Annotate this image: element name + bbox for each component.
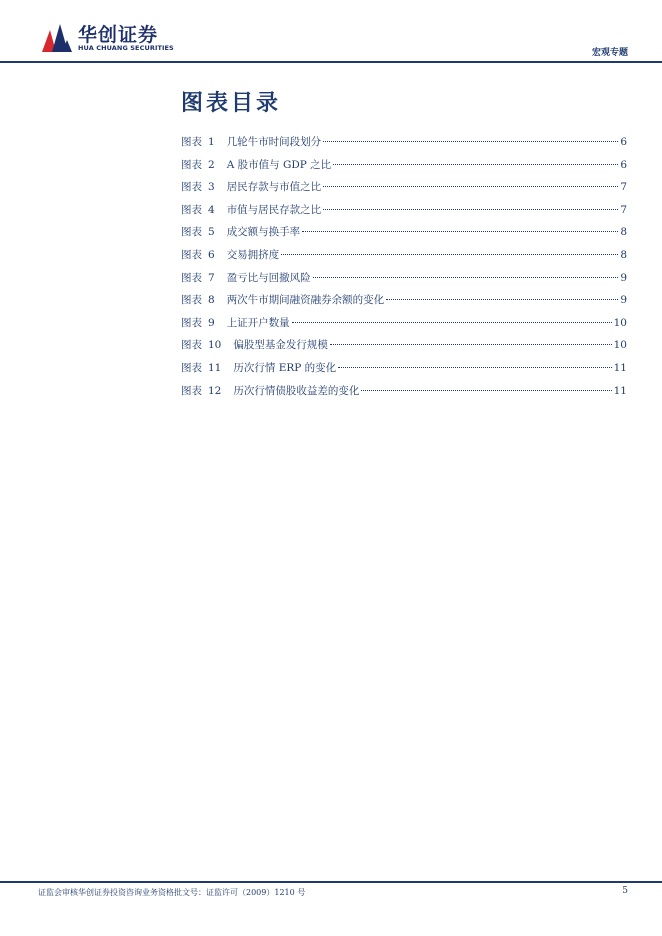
toc-entry-number: 4 [208, 203, 215, 216]
toc-entry-page: 7 [620, 181, 627, 194]
toc-entry-label: 图表 [181, 294, 202, 307]
toc-entry-label: 图表 [181, 361, 202, 374]
toc-entry-title: 两次牛市期间融资融券余额的变化 [226, 294, 385, 307]
toc-entry-page: 11 [613, 361, 627, 374]
toc-entry-number: 11 [208, 361, 222, 374]
toc-dot-leader [338, 367, 611, 368]
toc-entry[interactable] [181, 134, 627, 157]
toc-entry-number: 7 [208, 271, 215, 284]
toc-entry-title: 历次行情 ERP 的变化 [233, 361, 337, 374]
toc-entry-label: 图表 [181, 136, 202, 148]
toc-entry[interactable] [181, 315, 627, 338]
toc-dot-leader [292, 322, 612, 323]
toc-entry[interactable] [181, 202, 627, 225]
toc-entry-label: 图表 [181, 339, 202, 352]
toc-entry-number: 6 [208, 248, 215, 261]
header-divider [0, 61, 662, 63]
toc-title: 图表目录 [181, 90, 282, 116]
toc-entry-label: 图表 [181, 226, 202, 239]
toc-dot-leader [281, 254, 618, 255]
toc-entry[interactable] [181, 383, 627, 406]
toc-entry-label: 图表 [181, 181, 202, 194]
toc-entry-number: 5 [208, 226, 215, 239]
toc-entry[interactable] [181, 157, 627, 180]
toc-entry-number: 8 [208, 294, 215, 307]
toc-entry-number: 1 [208, 136, 215, 148]
toc-entry[interactable] [181, 247, 627, 270]
toc-dot-leader [386, 299, 618, 300]
toc-entry-label: 图表 [181, 271, 202, 284]
toc-dot-leader [361, 390, 611, 391]
toc-entry-number: 3 [208, 181, 215, 194]
footer-divider [0, 881, 662, 883]
toc-dot-leader [302, 231, 618, 232]
toc-entry-page: 7 [620, 203, 627, 216]
toc-entry-title: 几轮牛市时间段划分 [226, 136, 322, 148]
toc-entry-label: 图表 [181, 248, 202, 261]
toc-entry-label: 图表 [181, 203, 202, 216]
toc-entry-page: 10 [613, 339, 627, 352]
toc-entry-title: 成交额与换手率 [226, 226, 301, 239]
toc-dot-leader [323, 141, 618, 142]
footer-license-text: 证监会审核华创证券投资咨询业务资格批文号：证监许可（2009）1210 号 [38, 888, 306, 897]
toc-entry-title: 交易拥挤度 [226, 248, 280, 261]
toc-entry-page: 8 [620, 248, 627, 261]
toc-entry-number: 2 [208, 158, 215, 171]
toc-entry-title: A 股市值与 GDP 之比 [226, 158, 332, 171]
toc-dot-leader [323, 186, 618, 187]
toc-entry-page: 11 [613, 384, 627, 397]
toc-entry-page: 9 [620, 271, 627, 284]
toc-entry[interactable] [181, 224, 627, 247]
toc-entry-title: 市值与居民存款之比 [226, 203, 322, 216]
toc-entry-page: 10 [613, 316, 627, 329]
logo-english-name: HUA CHUANG SECURITIES [78, 44, 174, 52]
toc-entry-number: 12 [208, 384, 222, 397]
toc-entry[interactable] [181, 270, 627, 293]
toc-entry-label: 图表 [181, 316, 202, 329]
toc-entry[interactable] [181, 337, 627, 360]
toc-entry-page: 8 [620, 226, 627, 239]
toc-dot-leader [323, 209, 618, 210]
toc-entry-number: 10 [208, 339, 222, 352]
section-tag: 宏观专题 [591, 48, 628, 58]
toc-list [181, 134, 627, 405]
toc-dot-leader [333, 164, 618, 165]
toc-entry-number: 9 [208, 316, 215, 329]
toc-entry[interactable] [181, 292, 627, 315]
toc-entry-title: 历次行情债股收益差的变化 [233, 384, 360, 397]
toc-entry[interactable] [181, 179, 627, 202]
toc-entry-label: 图表 [181, 158, 202, 171]
toc-dot-leader [313, 277, 619, 278]
huachuang-logo-icon [40, 22, 74, 54]
logo-chinese-name: 华创证券 [78, 24, 159, 46]
toc-entry-title: 盈亏比与回撤风险 [226, 271, 311, 284]
toc-entry[interactable] [181, 360, 627, 383]
page-number: 5 [622, 886, 628, 896]
toc-dot-leader [330, 344, 612, 345]
toc-entry-page: 9 [620, 294, 627, 307]
page-header [0, 0, 662, 64]
toc-entry-title: 偏股型基金发行规模 [233, 339, 328, 352]
toc-entry-title: 居民存款与市值之比 [226, 181, 322, 194]
toc-entry-page: 6 [620, 158, 627, 171]
toc-entry-label: 图表 [181, 384, 202, 397]
toc-entry-page: 6 [620, 136, 627, 148]
toc-entry-title: 上证开户数量 [226, 316, 290, 329]
